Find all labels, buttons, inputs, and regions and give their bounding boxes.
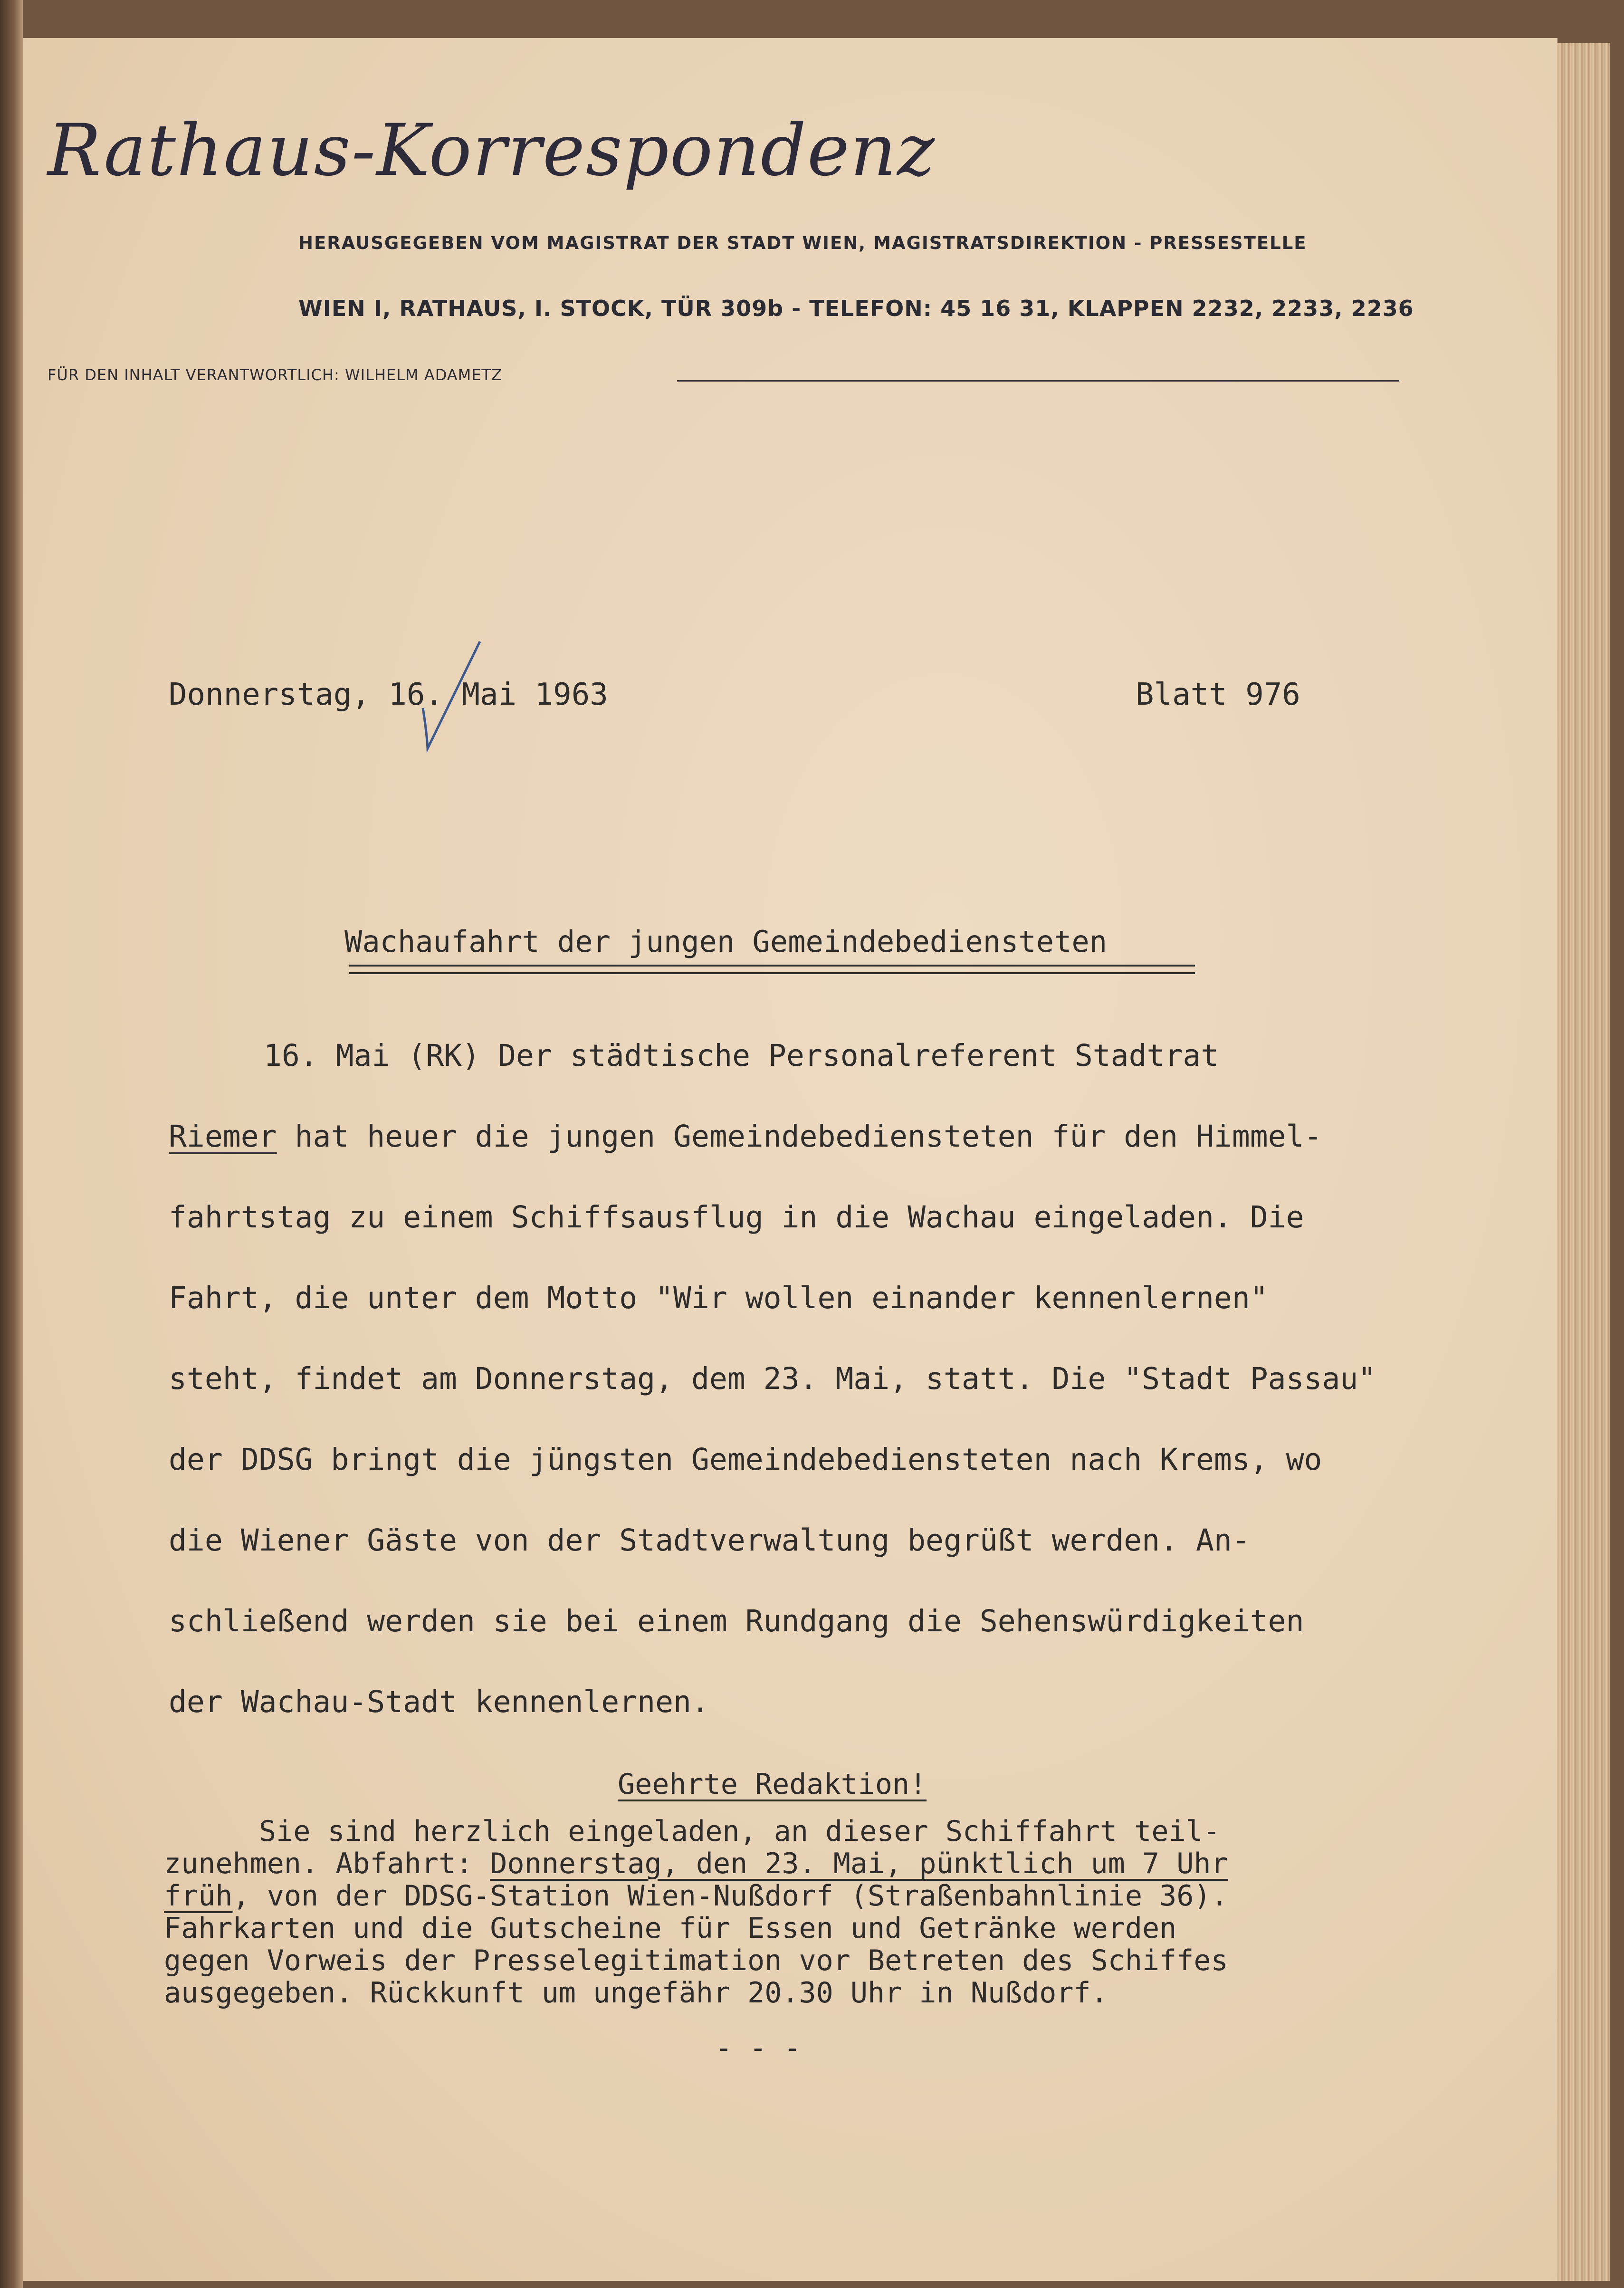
article-line: der DDSG bringt die jüngsten Gemeindebediensteten nach Krems, wo [169, 1442, 1322, 1477]
notice-greeting: Geehrte Redaktion! [618, 1768, 927, 1801]
address-line: WIEN I, RATHAUS, I. STOCK, TÜR 309b - TELEFON: 45 16 31, KLAPPEN 2232, 2233, 2236 [298, 296, 1414, 321]
article-line: steht, findet am Donnerstag, dem 23. Mai, statt. Die "Stadt Passau" [169, 1361, 1376, 1396]
end-mark: - - - [715, 2031, 801, 2065]
page-edges [1557, 43, 1610, 2281]
article-body [169, 1038, 1499, 1765]
checkmark-icon [409, 637, 504, 756]
responsible-rule [677, 380, 1399, 382]
notice-line: Sie sind herzlich eingeladen, an dieser Schiffahrt teil- [259, 1815, 1220, 1848]
notice-line: früh, von der DDSG-Station Wien-Nußdorf (Straßenbahnlinie 36). [164, 1879, 1228, 1913]
notice-line: Fahrkarten und die Gutscheine für Essen und Getränke werden [164, 1912, 1177, 1945]
masthead-title: Rathaus-Korrespondenz [48, 109, 936, 192]
article-line: Fahrt, die unter dem Motto "Wir wollen einander kennenlernen" [169, 1281, 1268, 1315]
article-line: schließend werden sie bei einem Rundgang die Sehenswürdigkeiten [169, 1604, 1304, 1638]
article-line: die Wiener Gäste von der Stadtverwaltung begrüßt werden. An- [169, 1523, 1250, 1558]
article-line: Riemer hat heuer die jungen Gemeindebediensteten für den Himmel- [169, 1119, 1322, 1154]
notice-body [164, 1815, 1399, 2009]
headline-rule-top [349, 965, 1195, 967]
responsible-line: FÜR DEN INHALT VERANTWORTLICH: WILHELM ADAMETZ [48, 366, 502, 384]
article-line: der Wachau-Stadt kennenlernen. [169, 1685, 709, 1719]
article-headline: Wachaufahrt der jungen Gemeindebediensteten [344, 924, 1108, 959]
publisher-line: HERAUSGEGEBEN VOM MAGISTRAT DER STADT WIEN, MAGISTRATSDIREKTION - PRESSESTELLE [298, 233, 1307, 253]
article-line: 16. Mai (RK) Der städtische Personalreferent Stadtrat [264, 1038, 1219, 1073]
notice-line: zunehmen. Abfahrt: Donnerstag, den 23. Mai, pünktlich um 7 Uhr [164, 1847, 1228, 1880]
headline-rule-bottom [349, 972, 1195, 974]
date-line: Donnerstag, 16. Mai 1963 [169, 677, 608, 712]
article-line: fahrtstag zu einem Schiffsausflug in die Wachau eingeladen. Die [169, 1200, 1304, 1235]
notice-line: gegen Vorweis der Presselegitimation vor Betreten des Schiffes [164, 1944, 1228, 1977]
notice-line: ausgegeben. Rückkunft um ungefähr 20.30 Uhr in Nußdorf. [164, 1976, 1108, 2010]
person-name: Riemer [169, 1119, 277, 1154]
sheet-number: Blatt 976 [1136, 677, 1300, 712]
book-binding [0, 0, 23, 2288]
